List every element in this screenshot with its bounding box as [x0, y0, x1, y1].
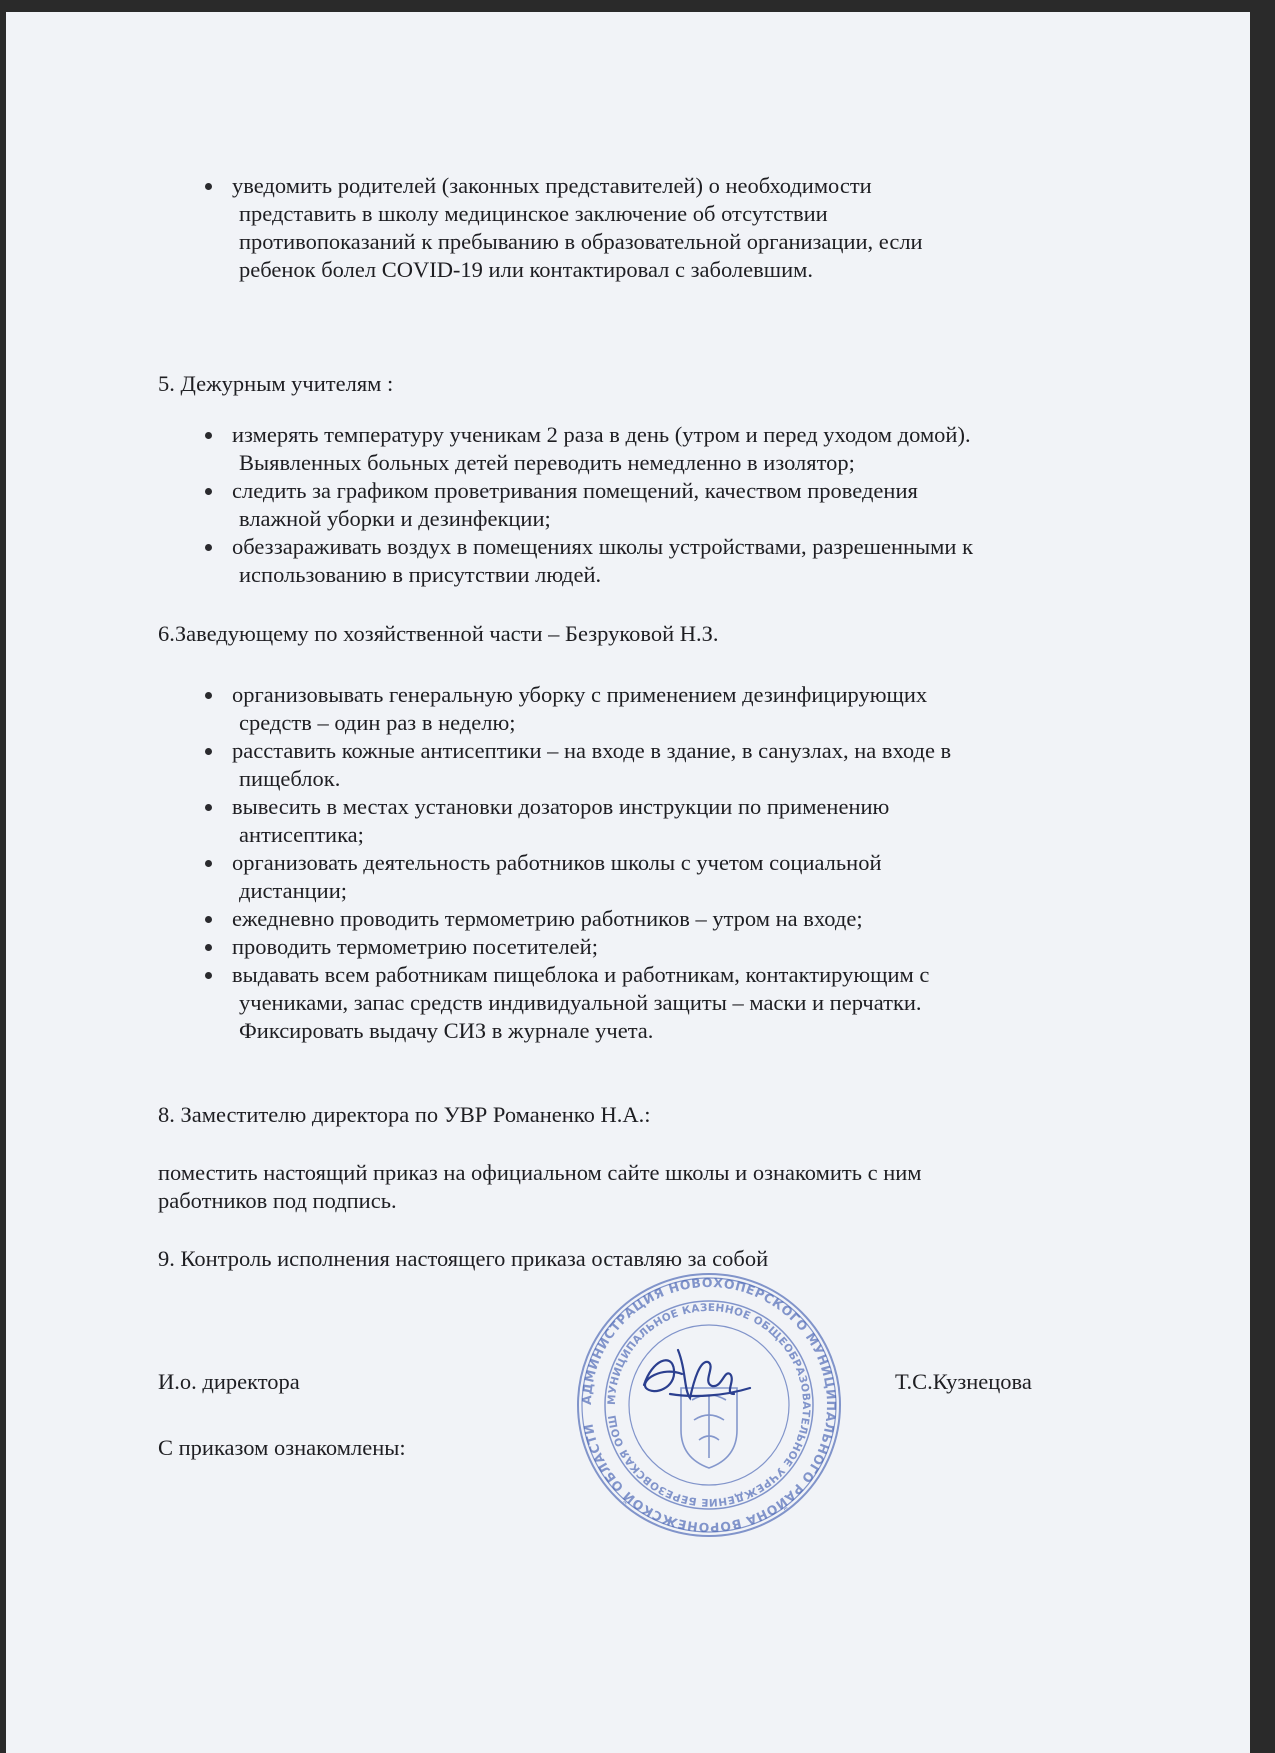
list-item-line: ребенок болел COVID-19 или контактировал с заболевшим.: [239, 257, 813, 282]
list-item-line: организовывать генеральную уборку с применением дезинфицирующих: [232, 682, 928, 707]
section6-heading: 6.Заведующему по хозяйственной части – Безруковой Н.З.: [158, 621, 719, 646]
section8-text-line: поместить настоящий приказ на официальном сайте школы и ознакомить с ним: [158, 1160, 922, 1185]
acquainted-label: С приказом ознакомлены:: [158, 1435, 406, 1460]
bullet: [205, 432, 212, 439]
bullet: [205, 916, 212, 923]
handwritten-signature: [644, 1350, 750, 1398]
bullet: [205, 944, 212, 951]
list-item-line: измерять температуру ученикам 2 раза в день (утром и перед уходом домой).: [232, 422, 971, 447]
document-page: [6, 12, 1250, 1753]
list-item-line: дистанции;: [239, 878, 347, 903]
section8-text-line: работников под подпись.: [158, 1188, 397, 1213]
bullet: [205, 972, 212, 979]
stamp-outer-text: АДМИНИСТРАЦИЯ НОВОХОПЕРСКОГО МУНИЦИПАЛЬНОГО РАЙОНА ВОРОНЕЖСКОЙ ОБЛАСТИ: [578, 1274, 840, 1536]
bullet: [205, 488, 212, 495]
list-item-line: противопоказаний к пребыванию в образовательной организации, если: [239, 229, 923, 254]
bullet: [205, 748, 212, 755]
bullet: [205, 544, 212, 551]
section9-text: 9. Контроль исполнения настоящего приказа оставляю за собой: [158, 1246, 769, 1271]
list-item-line: организовать деятельность работников школы с учетом социальной: [232, 850, 882, 875]
bullet: [205, 804, 212, 811]
list-item-line: расставить кожные антисептики – на входе в здание, в санузлах, на входе в: [232, 738, 952, 763]
list-item-line: средств – один раз в неделю;: [239, 710, 516, 735]
stamp-inner-text: МУНИЦИПАЛЬНОЕ КАЗЕННОЕ ОБЩЕОБРАЗОВАТЕЛЬНОЕ УЧРЕЖДЕНИЕ БЕРЕЗОВСКАЯ ООШ: [605, 1301, 813, 1509]
signature-position: И.о. директора: [158, 1369, 300, 1394]
list-item-line: Выявленных больных детей переводить немедленно в изолятор;: [239, 450, 855, 475]
bullet: [205, 692, 212, 699]
list-item-line: Фиксировать выдачу СИЗ в журнале учета.: [239, 1018, 654, 1043]
list-item-line: уведомить родителей (законных представителей) о необходимости: [232, 173, 872, 198]
list-item-line: влажной уборки и дезинфекции;: [239, 506, 551, 531]
coat-of-arms-icon: [681, 1388, 737, 1468]
list-item-line: использованию в присутствии людей.: [239, 562, 602, 587]
list-item-line: выдавать всем работникам пищеблока и работникам, контактирующим с: [232, 962, 930, 987]
signature-name: Т.С.Кузнецова: [895, 1369, 1032, 1394]
list-item-line: учениками, запас средств индивидуальной защиты – маски и перчатки.: [239, 990, 922, 1015]
list-item-line: антисептика;: [239, 822, 364, 847]
list-item-line: следить за графиком проветривания помещений, качеством проведения: [232, 478, 918, 503]
list-item-line: ежедневно проводить термометрию работников – утром на входе;: [232, 906, 863, 931]
list-item-line: представить в школу медицинское заключение об отсутствии: [239, 201, 828, 226]
bullet: [205, 183, 212, 190]
section5-heading: 5. Дежурным учителям :: [158, 371, 394, 396]
list-item-line: вывесить в местах установки дозаторов инструкции по применению: [232, 794, 890, 819]
bullet: [205, 860, 212, 867]
list-item-line: обеззараживать воздух в помещениях школы устройствами, разрешенными к: [232, 534, 973, 559]
list-item-line: проводить термометрию посетителей;: [232, 934, 598, 959]
official-stamp: [574, 1270, 844, 1540]
list-item-line: пищеблок.: [239, 766, 341, 791]
section8-heading: 8. Заместителю директора по УВР Романенко Н.А.:: [158, 1102, 651, 1127]
